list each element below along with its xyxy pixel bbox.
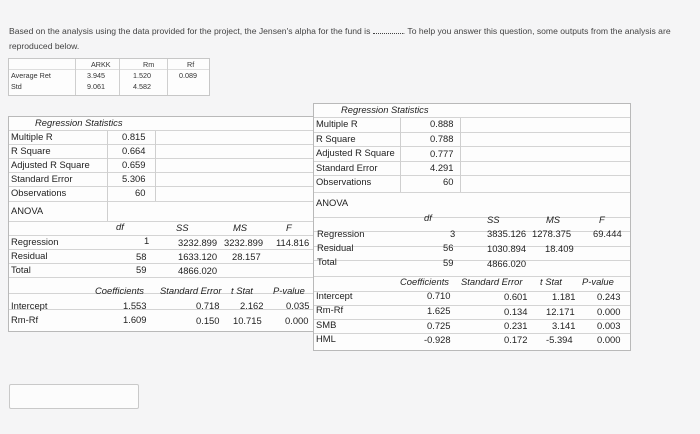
right-stat-value: 0.888 (430, 118, 454, 129)
left-stat-value: 0.815 (122, 131, 146, 142)
summary-header-rm: Rm (143, 60, 155, 69)
answer-input[interactable] (9, 384, 139, 409)
left-anova-row-label: Total (11, 264, 31, 275)
left-coef-t: 2.162 (240, 300, 264, 311)
right-stat-label: Multiple R (316, 118, 358, 129)
right-coef-se: 0.601 (504, 291, 528, 302)
right-coef-row-label: HML (316, 333, 336, 344)
summary-cell: 3.945 (87, 71, 105, 80)
left-coef-header: P-value (273, 285, 305, 296)
right-coef-value: 1.625 (427, 305, 451, 316)
right-coef-p: 0.003 (597, 320, 621, 331)
right-coef-value: 0.725 (427, 320, 451, 331)
summary-table (8, 58, 210, 96)
left-coef-se: 0.718 (196, 300, 220, 311)
left-coef-row-label: Rm-Rf (11, 314, 39, 325)
right-anova-df: 56 (443, 242, 454, 253)
summary-cell: 0.089 (179, 71, 197, 80)
left-anova-ss: 1633.120 (178, 251, 218, 262)
right-coef-t: 3.141 (552, 320, 576, 331)
left-stat-label: Observations (11, 187, 67, 198)
right-coef-p: 0.000 (597, 334, 621, 345)
right-anova-label: ANOVA (316, 197, 349, 208)
left-stat-value: 0.664 (122, 145, 146, 156)
summary-row-label: Average Ret (11, 71, 51, 80)
right-stat-value: 0.777 (430, 148, 454, 159)
right-regression-output (313, 103, 631, 351)
left-coef-header: Coefficients (95, 285, 144, 296)
left-coef-p: 0.035 (286, 300, 310, 311)
right-coef-header: t Stat (540, 276, 562, 287)
left-anova-ms: 3232.899 (224, 237, 264, 248)
left-regression-output (8, 116, 316, 332)
right-coef-t: 12.171 (546, 306, 575, 317)
summary-cell: 9.061 (87, 82, 105, 91)
left-coef-p: 0.000 (285, 315, 309, 326)
question-before: Based on the analysis using the data provided for the project, the Jensen's alpha for the fund is (9, 26, 371, 36)
right-coef-se: 0.134 (504, 306, 528, 317)
right-stat-label: Standard Error (316, 162, 378, 173)
right-coef-value: 0.710 (427, 290, 451, 301)
right-coef-row-label: Intercept (316, 290, 353, 301)
answer-blank (373, 25, 403, 34)
left-stat-value: 60 (135, 187, 146, 198)
right-anova-ss: 4866.020 (487, 258, 527, 269)
summary-row-label: Std (11, 82, 22, 91)
summary-cell: 1.520 (133, 71, 151, 80)
left-anova-header-ms: MS (233, 222, 248, 233)
left-anova-header-df: df (116, 221, 124, 232)
right-anova-df: 59 (443, 257, 454, 268)
right-coef-value: -0.928 (424, 334, 451, 345)
left-stats-title: Regression Statistics (35, 117, 123, 128)
right-anova-ss: 3835.126 (487, 228, 527, 239)
right-coef-header: Coefficients (400, 276, 449, 287)
left-anova-label: ANOVA (11, 205, 44, 216)
left-anova-ss: 3232.899 (178, 237, 218, 248)
left-anova-ss: 4866.020 (178, 265, 218, 276)
right-coef-header: Standard Error (461, 276, 523, 287)
left-anova-row-label: Regression (11, 236, 59, 247)
left-coef-header: t Stat (231, 285, 253, 296)
right-anova-ms: 1278.375 (532, 228, 572, 239)
left-stat-label: R Square (11, 145, 51, 156)
right-coef-p: 0.000 (597, 306, 621, 317)
left-stat-value: 5.306 (122, 173, 146, 184)
left-stat-label: Standard Error (11, 173, 73, 184)
right-anova-ms: 18.409 (545, 243, 574, 254)
left-anova-df: 58 (136, 251, 147, 262)
left-anova-df: 59 (136, 264, 147, 275)
left-coef-value: 1.553 (123, 300, 147, 311)
right-stat-value: 4.291 (430, 162, 454, 173)
right-stat-value: 0.788 (430, 133, 454, 144)
summary-header-arkk: ARKK (91, 60, 111, 69)
right-coef-t: 1.181 (552, 291, 576, 302)
right-stat-value: 60 (443, 176, 454, 187)
right-coef-p: 0.243 (597, 291, 621, 302)
right-anova-header-ms: MS (546, 214, 561, 225)
summary-header-rf: Rf (187, 60, 195, 69)
right-anova-row-label: Regression (317, 228, 365, 239)
question-text (9, 24, 679, 54)
summary-cell: 4.582 (133, 82, 151, 91)
left-coef-header: Standard Error (160, 285, 222, 296)
left-anova-row-label: Residual (11, 250, 48, 261)
left-coef-se: 0.150 (196, 315, 220, 326)
right-stat-label: R Square (316, 133, 356, 144)
right-anova-row-label: Total (317, 256, 337, 267)
right-coef-row-label: Rm-Rf (316, 304, 344, 315)
right-coef-se: 0.231 (504, 320, 528, 331)
right-anova-f: 69.444 (593, 228, 622, 239)
right-anova-header-f: F (599, 214, 605, 225)
left-stat-label: Adjusted R Square (11, 159, 90, 170)
right-stat-label: Adjusted R Square (316, 147, 395, 158)
right-coef-header: P-value (582, 276, 614, 287)
right-anova-header-ss: SS (487, 214, 500, 225)
right-stats-title: Regression Statistics (341, 104, 429, 115)
left-stat-label: Multiple R (11, 131, 53, 142)
right-anova-ss: 1030.894 (487, 243, 527, 254)
left-anova-f: 114.816 (276, 237, 310, 248)
left-coef-row-label: Intercept (11, 300, 48, 311)
question-after: . To help you answer this question, some outputs from the analysis are reproduced below. (9, 26, 671, 51)
left-anova-df: 1 (144, 235, 150, 246)
left-coef-value: 1.609 (123, 314, 147, 325)
right-anova-row-label: Residual (317, 242, 354, 253)
left-coef-t: 10.715 (233, 315, 262, 326)
left-stat-value: 0.659 (122, 159, 146, 170)
right-coef-row-label: SMB (316, 319, 337, 330)
right-coef-se: 0.172 (504, 334, 528, 345)
right-anova-df: 3 (450, 228, 456, 239)
left-anova-ms: 28.157 (232, 251, 261, 262)
left-anova-header-f: F (286, 222, 292, 233)
right-coef-t: -5.394 (546, 334, 573, 345)
left-anova-header-ss: SS (176, 222, 189, 233)
right-anova-header-df: df (424, 212, 432, 223)
right-stat-label: Observations (316, 176, 372, 187)
